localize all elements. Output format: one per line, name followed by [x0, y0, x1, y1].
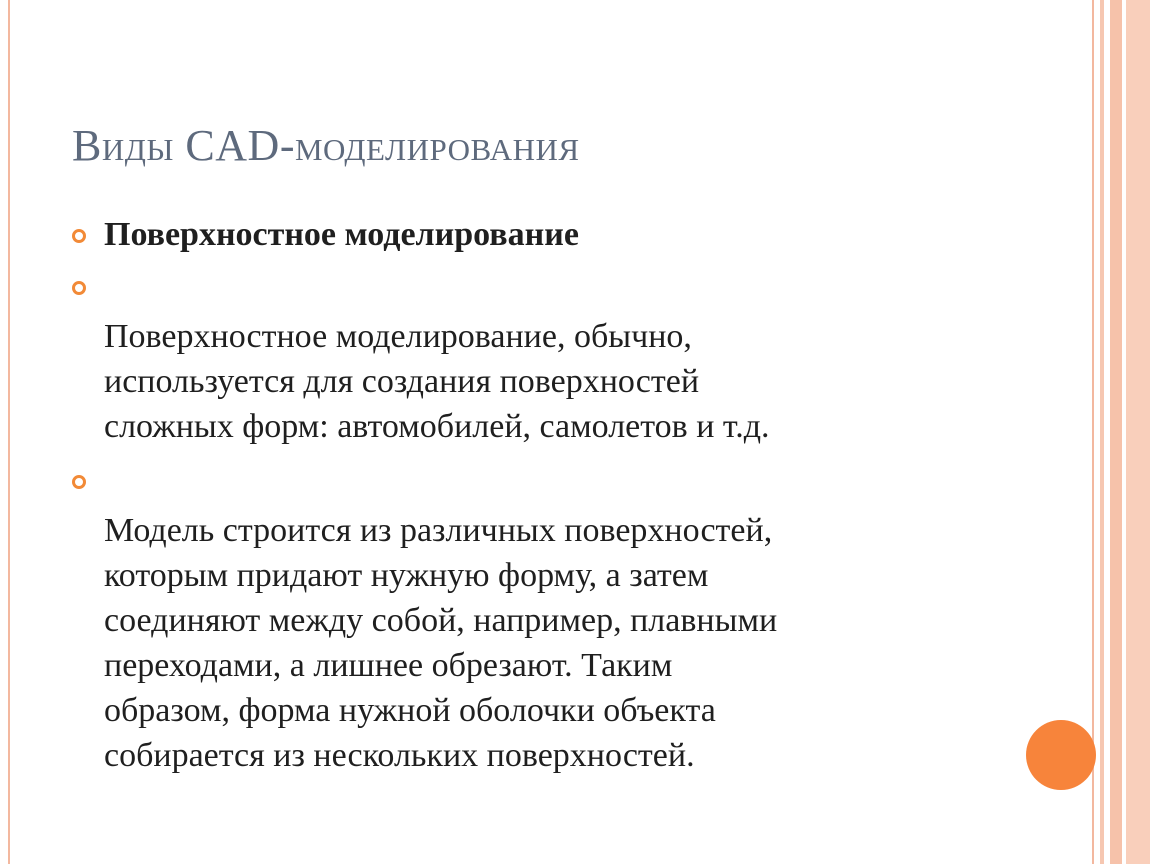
- bullet-heading: Поверхностное моделирование: [104, 216, 579, 253]
- paragraph-line: собирается из нескольких поверхностей.: [104, 737, 695, 774]
- paragraph-line: соединяют между собой, например, плавными: [104, 602, 778, 639]
- bullet-paragraph-1: [104, 314, 770, 449]
- paragraph-line: переходами, а лишнее обрезают. Таким: [104, 647, 673, 684]
- paragraph-line: образом, форма нужной оболочки объекта: [104, 692, 716, 729]
- bullet-paragraph-2: [104, 508, 777, 778]
- paragraph-line: используется для создания поверхностей: [104, 363, 700, 400]
- decorative-stripes: [1100, 0, 1150, 864]
- slide-title: Виды CAD-моделирования: [72, 121, 580, 170]
- bullet-icon: [72, 281, 86, 295]
- paragraph-line: которым придают нужную форму, а затем: [104, 557, 709, 594]
- paragraph-line: Модель строится из различных поверхностей,: [104, 512, 773, 549]
- bullet-icon: [72, 475, 86, 489]
- decorative-circle: [1026, 720, 1096, 790]
- paragraph-line: Поверхностное моделирование, обычно,: [104, 318, 692, 355]
- paragraph-line: сложных форм: автомобилей, самолетов и т.д.: [104, 408, 770, 445]
- bullet-icon: [72, 229, 86, 243]
